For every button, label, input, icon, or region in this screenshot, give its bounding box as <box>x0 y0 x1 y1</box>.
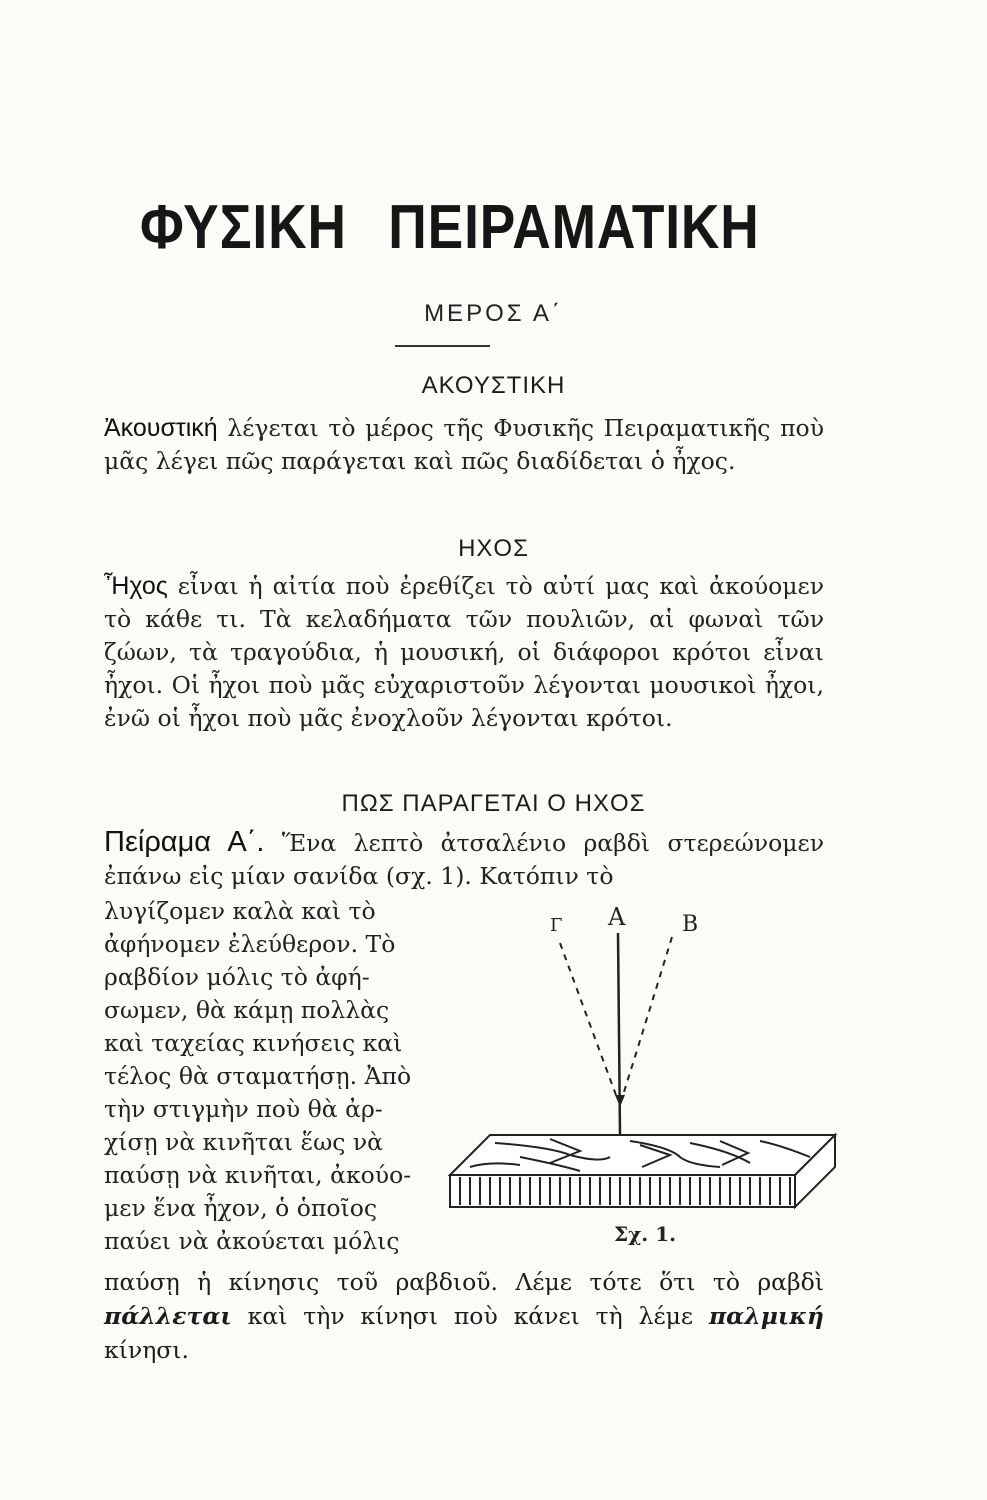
term-vibrates: πάλλεται <box>104 1302 232 1330</box>
closing-paragraph <box>104 1265 824 1367</box>
experiment-line: καὶ ταχείας κινήσεις καὶ <box>104 1029 403 1057</box>
experiment-line: παύει νὰ ἀκούεται μόλις <box>104 1227 400 1255</box>
experiment-line: σωμεν, θὰ κάμῃ πολλὰς <box>104 996 390 1024</box>
figure-label-b: Β <box>682 912 699 937</box>
acoustics-paragraph <box>104 412 824 478</box>
part-label: ΜΕΡΟΣ Α΄ <box>424 300 563 327</box>
experiment-column <box>104 895 434 1258</box>
experiment-line: τέλος θὰ σταματήσῃ. Ἀπὸ <box>104 1062 412 1090</box>
experiment-line: ραβδίον μόλις τὸ ἀφή- <box>104 963 370 991</box>
experiment-intro <box>104 826 824 893</box>
production-heading: ΠΩΣ ΠΑΡΑΓΕΤΑΙ Ο ΗΧΟΣ <box>341 790 646 817</box>
sound-lead: Ἦχος <box>104 572 168 600</box>
acoustics-text: λέγεται τὸ μέρος τῆς Φυσικῆς Πειραματικῆς ποὺ μᾶς λέγει πῶς παράγεται καὶ πῶς διαδίδεται ὁ ἦχος. <box>104 414 824 475</box>
title-divider <box>395 345 490 347</box>
figure-label-a: Α <box>608 903 626 931</box>
figure-label-g: Γ <box>550 915 563 936</box>
acoustics-heading: ΑΚΟΥΣΤΙΚΗ <box>421 372 566 399</box>
experiment-line: παύσῃ νὰ κινῆται, ἀκούο- <box>104 1161 412 1189</box>
rod-arrowhead <box>615 1095 625 1107</box>
acoustics-lead: Ἀκουστική <box>104 414 218 442</box>
experiment-line: μεν ἕνα ἦχον, ὁ ὁποῖος <box>104 1194 378 1222</box>
board-top <box>450 1135 835 1175</box>
board-front <box>450 1175 795 1207</box>
sound-paragraph <box>104 570 824 735</box>
experiment-line: χίσῃ νὰ κινῆται ἕως νὰ <box>104 1128 384 1156</box>
experiment-lead: Πείραμα Α΄. <box>104 826 265 858</box>
experiment-line: λυγίζομεν καλὰ καὶ τὸ <box>104 897 376 925</box>
right-swing-path <box>623 937 672 1095</box>
sound-text: εἶναι ἡ αἰτία ποὺ ἐρεθίζει τὸ αὐτί μας καὶ ἀκούομεν τὸ κάθε τι. Τὰ κελαδήματα τῶν πουλιῶν, αἱ φωναὶ τῶν ζώων, τὰ τραγούδια, ἡ μουσική, οἱ διάφοροι κρότοι εἶναι ἦχοι. Οἱ ἦχοι ποὺ μᾶς εὐχαριστοῦν λέγονται μουσικοὶ ἦχοι, ἐνῶ οἱ ἦχοι ποὺ μᾶς ἐνοχλοῦν λέγονται κρότοι. <box>104 572 824 732</box>
left-swing-path <box>560 943 616 1095</box>
page-title: ΦΥΣΙΚΗ ΠΕΙΡΑΜΑΤΙΚΗ <box>140 193 760 262</box>
term-oscillatory: παλμική <box>708 1302 824 1330</box>
experiment-line: τὴν στιγμὴν ποὺ θὰ ἀρ- <box>104 1095 383 1123</box>
closing-text-2: καὶ τὴν κίνησι ποὺ κάνει τὴ λέμε <box>247 1302 694 1330</box>
experiment-intro-text: Ἕνα λεπτὸ ἀτσαλένιο ραβδὶ στερεώνομεν ἐπάνω εἰς μίαν σανίδα (σχ. 1). Κατόπιν τὸ <box>104 829 824 890</box>
figure-caption: Σχ. 1. <box>614 1222 677 1246</box>
closing-text-1: παύσῃ ἡ κίνησις τοῦ ραβδιοῦ. Λέμε τότε ὅτι τὸ ραβδὶ <box>104 1268 824 1296</box>
experiment-line: ἀφήνομεν ἐλεύθερον. Τὸ <box>104 930 396 958</box>
sound-heading: ΗΧΟΣ <box>458 535 529 562</box>
figure-rod-on-board <box>430 895 850 1229</box>
closing-text-3: κίνησι. <box>104 1336 189 1364</box>
vibrating-rod-diagram <box>430 895 850 1225</box>
